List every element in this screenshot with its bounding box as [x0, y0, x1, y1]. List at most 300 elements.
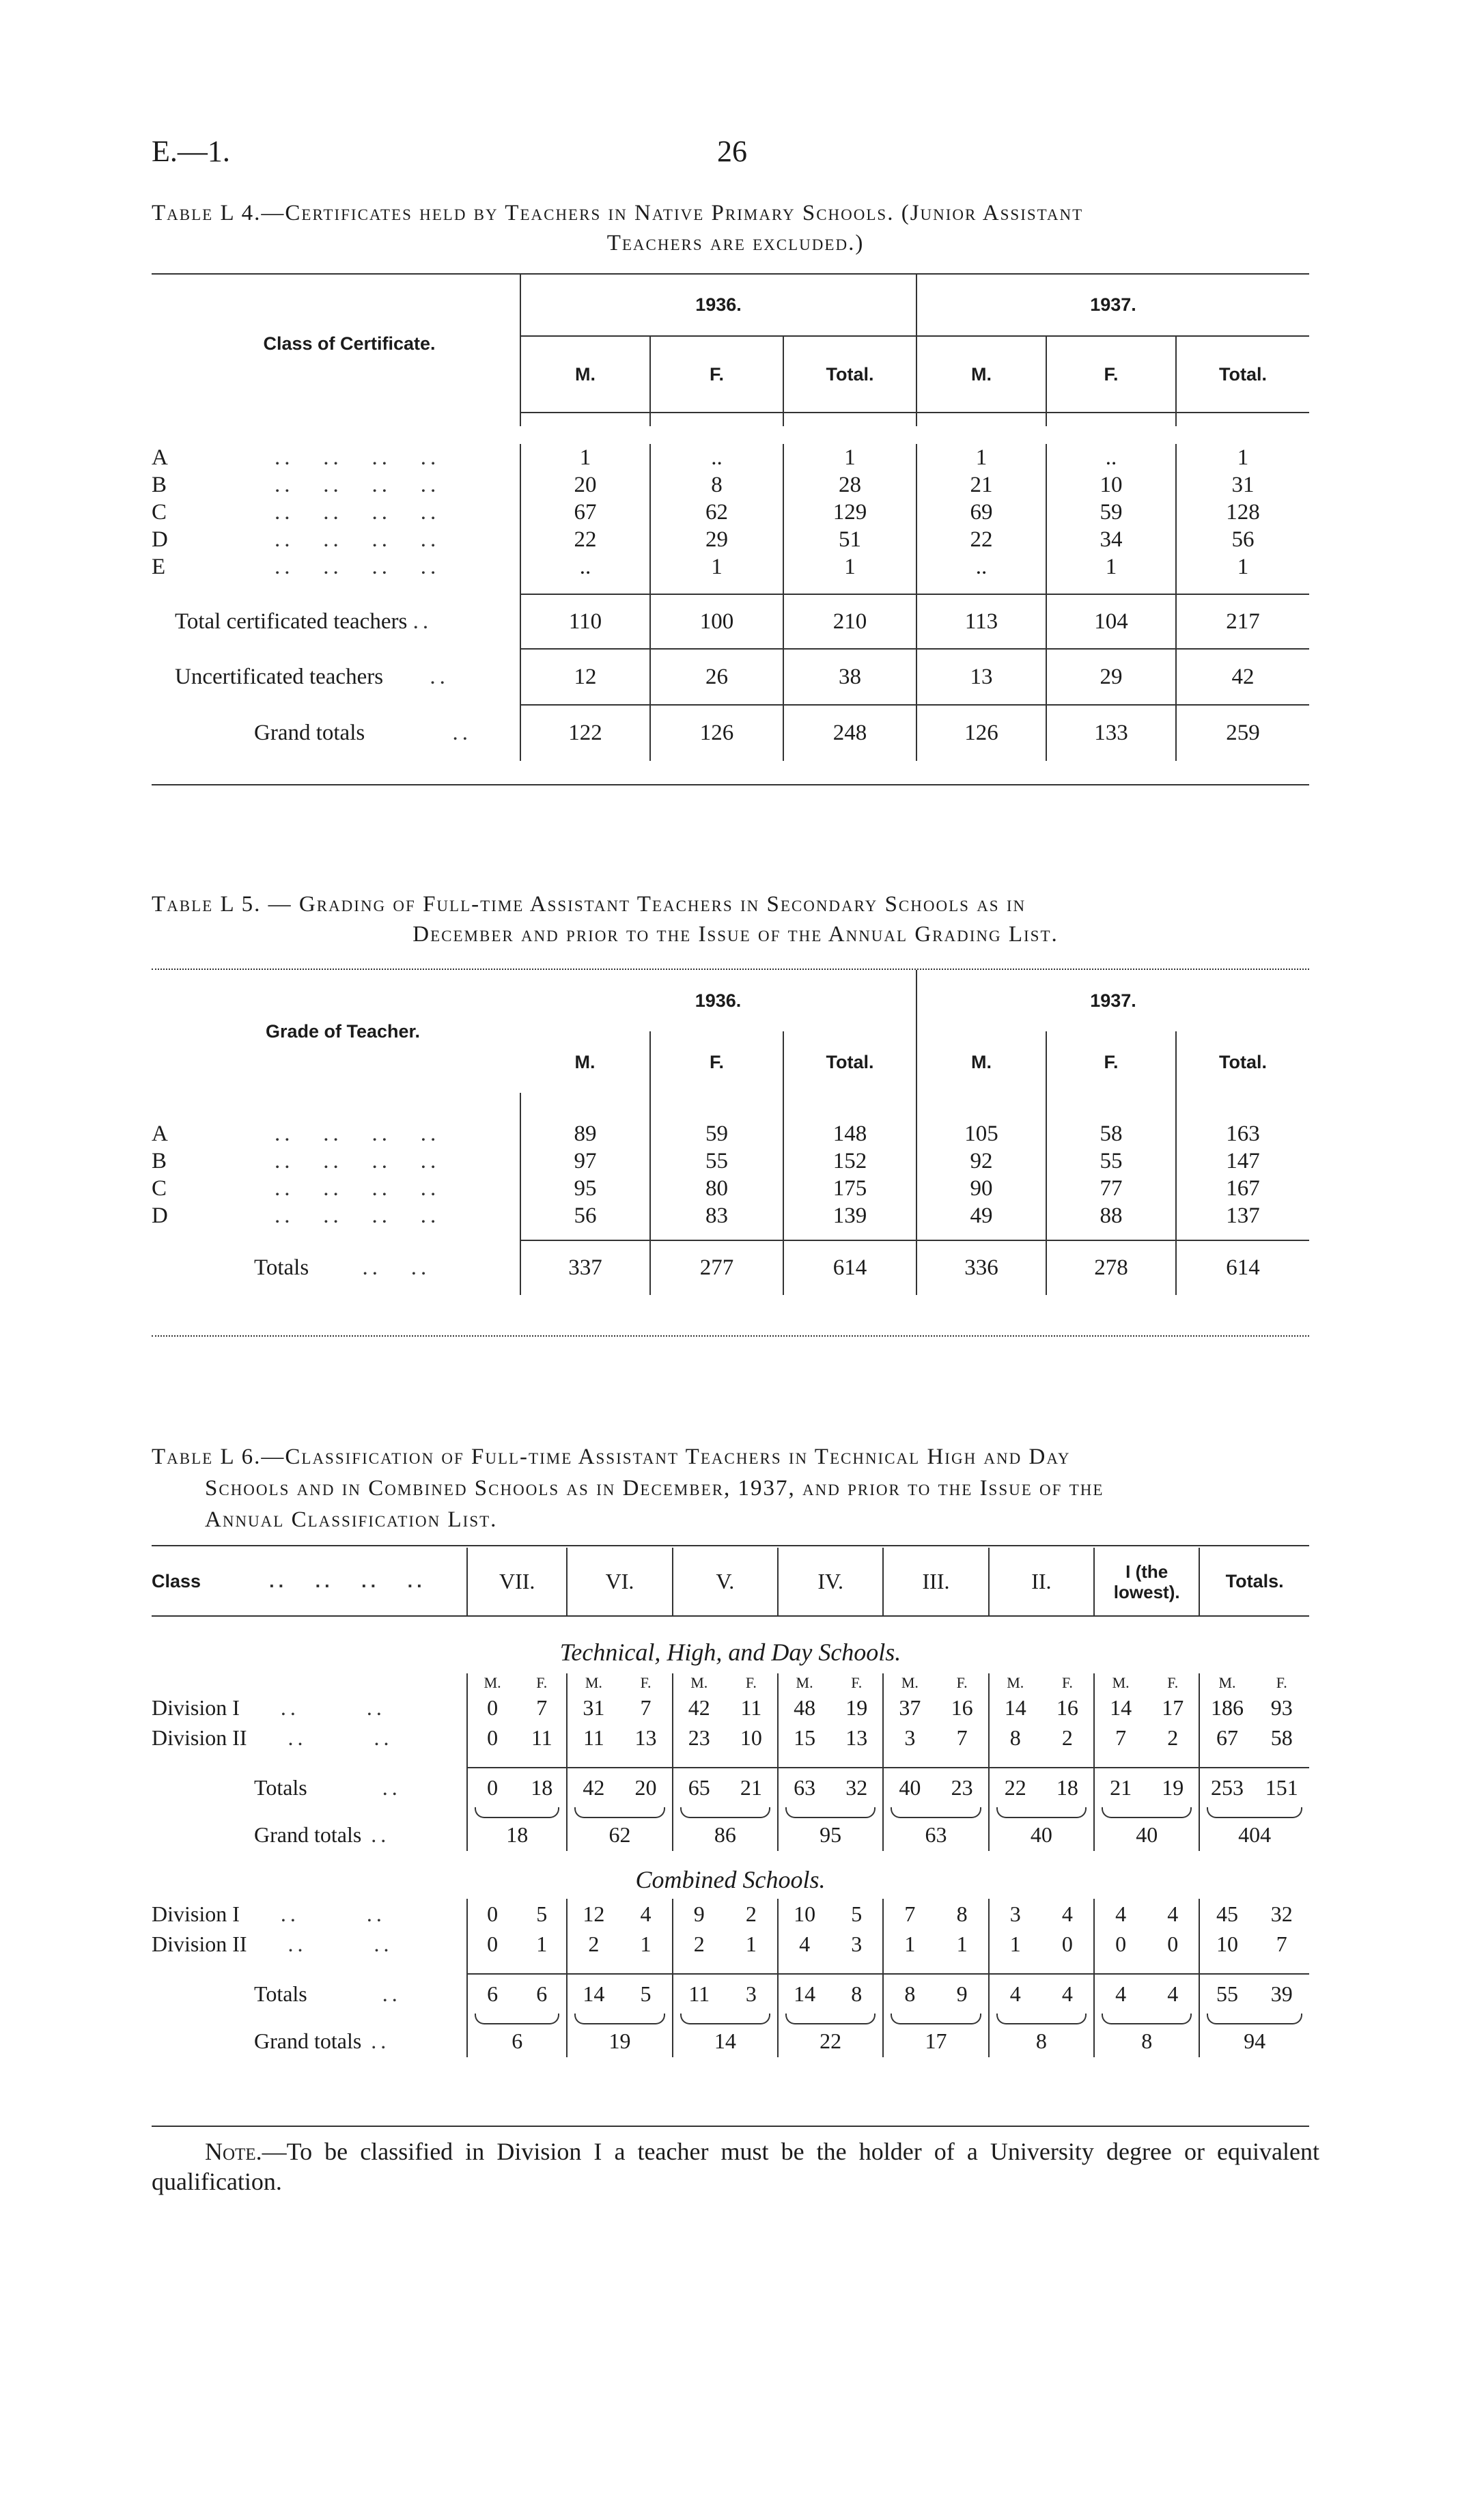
- cell: 31: [567, 1693, 619, 1723]
- cell: 45: [1199, 1899, 1254, 1929]
- cell: 19: [1147, 1768, 1199, 1807]
- cell: 110: [520, 594, 650, 649]
- cell: 5: [619, 1974, 672, 2014]
- row-label: Division II .. ..: [152, 1725, 393, 1750]
- row-label: B .. .. .. ..: [152, 472, 440, 497]
- cell: 9: [936, 1974, 989, 2014]
- cell: 1: [745, 1931, 757, 1956]
- cell: 29: [1046, 649, 1176, 705]
- row-label: Totals ..: [254, 1981, 402, 2006]
- cell: 8: [830, 1974, 883, 2014]
- cell: 6: [517, 1974, 567, 2014]
- grand-total-cell: 94: [1199, 2024, 1309, 2057]
- cell: 51: [783, 526, 916, 553]
- cell: 23: [936, 1768, 989, 1807]
- cell: 139: [783, 1202, 916, 1229]
- cell: 11: [740, 1695, 762, 1720]
- cell: 11: [673, 1974, 725, 2014]
- cell: 105: [916, 1120, 1046, 1147]
- cell: 93: [1270, 1695, 1293, 1720]
- cell: 21: [916, 471, 1046, 499]
- m-header: M.: [1199, 1673, 1254, 1693]
- cell: 29: [650, 526, 783, 553]
- f-header: F.: [956, 1674, 968, 1691]
- cell: 28: [783, 471, 916, 499]
- technical-schools-body: [152, 1693, 1309, 1851]
- cell: 1: [640, 1931, 652, 1956]
- cell: 88: [1046, 1202, 1176, 1229]
- cell: 13: [634, 1725, 657, 1750]
- table-l6-class-col: I (the lowest).: [1094, 1548, 1199, 1616]
- cell: 1: [536, 1931, 548, 1956]
- cell: 10: [778, 1899, 830, 1929]
- grand-total-cell: 8: [1094, 2024, 1199, 2057]
- brace-icon: [574, 1807, 664, 1818]
- cell: 2: [673, 1929, 725, 1959]
- cell: 90: [916, 1175, 1046, 1202]
- table-l4-year-1936: 1936.: [520, 275, 916, 336]
- m-header: M.: [989, 1673, 1041, 1693]
- f-header: F.: [640, 1674, 652, 1691]
- table-row: [152, 1175, 1309, 1202]
- page-number: 26: [717, 135, 747, 168]
- cell: 1: [520, 444, 650, 471]
- cell: 7: [536, 1695, 548, 1720]
- table-l6-note: [152, 2136, 1319, 2197]
- cell: 337: [520, 1240, 650, 1295]
- cell: 278: [1046, 1240, 1176, 1295]
- note-head: Note.: [205, 2138, 262, 2165]
- cell: 20: [520, 471, 650, 499]
- cell: 9: [673, 1899, 725, 1929]
- brace-icon: [785, 2014, 876, 2024]
- row-label: Grand totals ..: [254, 720, 472, 745]
- table-l6-class-col: III.: [883, 1548, 988, 1616]
- cell: 147: [1176, 1147, 1309, 1175]
- table-l6-top-rule: [152, 1545, 1309, 1546]
- cell: 0: [467, 1723, 517, 1753]
- brace-row: [152, 2014, 1309, 2024]
- table-l5-caption-line2: December and prior to the Issue of the Annual Grading List.: [412, 922, 1059, 947]
- table-l4-col-header: F.: [1046, 336, 1176, 413]
- cell: 34: [1046, 526, 1176, 553]
- cell: 26: [650, 649, 783, 705]
- row-label: Grand totals ..: [254, 2028, 391, 2053]
- cell: 62: [650, 499, 783, 526]
- cell: 167: [1176, 1175, 1309, 1202]
- cell: 1: [650, 553, 783, 581]
- mf-header-row: [152, 1673, 1309, 1693]
- grand-total-cell: 62: [567, 1818, 672, 1851]
- cell: 8: [883, 1974, 936, 2014]
- table-l5-stub-header: Grade of Teacher.: [265, 1020, 421, 1042]
- cell: 14: [1094, 1693, 1147, 1723]
- cell: 10: [1199, 1929, 1254, 1959]
- cell: 0: [467, 1768, 517, 1807]
- m-header: M.: [1094, 1673, 1147, 1693]
- f-header: F.: [745, 1674, 757, 1691]
- cell: 12: [567, 1899, 619, 1929]
- cell: 151: [1255, 1768, 1309, 1807]
- cell: 137: [1176, 1202, 1309, 1229]
- table-row-division-1: [152, 1693, 1309, 1723]
- grand-total-cell: 22: [778, 2024, 883, 2057]
- cell: 77: [1046, 1175, 1176, 1202]
- brace-row: [152, 1807, 1309, 1818]
- cell: 22: [520, 526, 650, 553]
- row-label: D .. .. .. ..: [152, 527, 440, 552]
- cell: 1: [783, 553, 916, 581]
- table-l5-col-header: Total.: [783, 1031, 916, 1093]
- cell: 6: [467, 1974, 517, 2014]
- table-l6-class-col: IV.: [778, 1548, 883, 1616]
- row-label: E .. .. .. ..: [152, 554, 440, 579]
- cell: 56: [1176, 526, 1309, 553]
- m-header: M.: [883, 1673, 936, 1693]
- cell: 277: [650, 1240, 783, 1295]
- table-l4-col-header: Total.: [1176, 336, 1309, 413]
- cell: 148: [783, 1120, 916, 1147]
- cell: 95: [520, 1175, 650, 1202]
- table-l6-class-col: V.: [673, 1548, 778, 1616]
- brace-icon: [475, 2014, 559, 2024]
- cell: 4: [1061, 1901, 1073, 1926]
- cell: 39: [1255, 1974, 1309, 2014]
- cell: 0: [1061, 1931, 1073, 1956]
- cell: 126: [916, 705, 1046, 761]
- cell: 18: [517, 1768, 567, 1807]
- brace-icon: [785, 1807, 876, 1818]
- cell: 8: [956, 1901, 968, 1926]
- cell: 4: [1167, 1901, 1179, 1926]
- cell: 11: [531, 1725, 552, 1750]
- cell: 5: [851, 1901, 863, 1926]
- cell: 22: [989, 1768, 1041, 1807]
- row-label: C .. .. .. ..: [152, 1175, 440, 1201]
- row-label: A .. .. .. ..: [152, 1121, 440, 1146]
- table-l6-class-col: VI.: [567, 1548, 672, 1616]
- table-l5-col-header: M.: [574, 1051, 596, 1072]
- cell: 37: [883, 1693, 936, 1723]
- cell: ..: [520, 553, 650, 581]
- row-label: A .. .. .. ..: [152, 445, 440, 470]
- cell: 17: [1162, 1695, 1184, 1720]
- cell: 259: [1176, 705, 1309, 761]
- table-l4-year-1937: 1937.: [916, 275, 1309, 336]
- table-row-division-2: [152, 1723, 1309, 1753]
- cell: 58: [1270, 1725, 1293, 1750]
- cell: 18: [1041, 1768, 1094, 1807]
- grand-total-cell: 40: [1094, 1818, 1199, 1851]
- table-row-totals: [152, 1768, 1309, 1807]
- cell: ..: [650, 444, 783, 471]
- grand-total-cell: 8: [989, 2024, 1094, 2057]
- table-row: [152, 444, 1309, 471]
- table-l6-class-col: II.: [989, 1548, 1094, 1616]
- table-l4-caption-line2: Teachers are excluded.): [606, 231, 865, 255]
- cell: 56: [520, 1202, 650, 1229]
- cell: 0: [467, 1693, 517, 1723]
- cell: 69: [916, 499, 1046, 526]
- cell: 89: [520, 1120, 650, 1147]
- section-title-combined: Combined Schools.: [635, 1866, 826, 1893]
- f-header: F.: [851, 1674, 863, 1691]
- cell: 5: [536, 1901, 548, 1926]
- table-l6-caption: [152, 1441, 1319, 1535]
- cell: 10: [740, 1725, 762, 1750]
- table-l4-caption-line1: Table L 4.—Certificates held by Teachers in Native Primary Schools. (Junior Assistant: [152, 201, 1084, 225]
- cell: 42: [673, 1693, 725, 1723]
- cell: 32: [1270, 1901, 1293, 1926]
- brace-icon: [574, 2014, 664, 2024]
- cell: 0: [1167, 1931, 1179, 1956]
- table-row-uncertificated: [152, 649, 1309, 705]
- cell: 13: [916, 649, 1046, 705]
- cell: 336: [916, 1240, 1046, 1295]
- grand-total-cell: 17: [883, 2024, 988, 2057]
- m-header: M.: [467, 1673, 517, 1693]
- table-row: [152, 1202, 1309, 1229]
- table-row-grand-totals: [152, 1818, 1309, 1851]
- grand-total-cell: 63: [883, 1818, 988, 1851]
- f-header: F.: [1167, 1674, 1179, 1691]
- cell: 0: [467, 1929, 517, 1959]
- cell: 13: [845, 1725, 868, 1750]
- brace-icon: [891, 2014, 981, 2024]
- cell: 2: [567, 1929, 619, 1959]
- cell: 614: [1176, 1240, 1309, 1295]
- brace-icon: [1102, 1807, 1192, 1818]
- grand-total-cell: 19: [567, 2024, 672, 2057]
- table-l4-col-header: F.: [650, 336, 783, 413]
- cell: 42: [1176, 649, 1309, 705]
- table-l5-col-header: F.: [650, 1031, 783, 1093]
- cell: 7: [1276, 1931, 1287, 1956]
- brace-icon: [680, 1807, 770, 1818]
- grand-total-cell: 6: [467, 2024, 567, 2057]
- cell: 97: [520, 1147, 650, 1175]
- table-l6-bottom-rule: [152, 2126, 1309, 2127]
- cell: 4: [1147, 1974, 1199, 2014]
- table-l6-caption-line3: Annual Classification List.: [205, 1507, 498, 1532]
- table-row-totals: [152, 1240, 1309, 1295]
- grand-total-cell: 95: [778, 1818, 883, 1851]
- cell: 31: [1176, 471, 1309, 499]
- cell: 217: [1176, 594, 1309, 649]
- cell: 7: [640, 1695, 652, 1720]
- m-header: M.: [567, 1673, 619, 1693]
- cell: 4: [778, 1929, 830, 1959]
- table-row-totals: [152, 1974, 1309, 2014]
- brace-icon: [1207, 1807, 1302, 1818]
- cell: 22: [916, 526, 1046, 553]
- cell: 152: [783, 1147, 916, 1175]
- row-label: Totals .. ..: [254, 1255, 431, 1280]
- cell: 175: [783, 1175, 916, 1202]
- brace-icon: [680, 2014, 770, 2024]
- m-header: M.: [673, 1673, 725, 1693]
- brace-icon: [475, 1807, 559, 1818]
- table-l6-caption-line1: Table L 6.—Classification of Full-time Assistant Teachers in Technical High and Day: [152, 1445, 1071, 1469]
- cell: 1: [783, 444, 916, 471]
- cell: 20: [619, 1768, 672, 1807]
- cell: 1: [883, 1929, 936, 1959]
- table-l4-bottom-rule: [152, 784, 1309, 785]
- cell: 113: [916, 594, 1046, 649]
- cell: 3: [851, 1931, 863, 1956]
- cell: 0: [467, 1899, 517, 1929]
- table-l5-year-1936: 1936.: [695, 990, 742, 1011]
- f-header: F.: [1061, 1674, 1073, 1691]
- grand-total-cell: 404: [1199, 1818, 1309, 1851]
- row-label: B .. .. .. ..: [152, 1148, 440, 1173]
- cell: 1: [989, 1929, 1041, 1959]
- table-l5-bottom-rule: [152, 1335, 1309, 1337]
- brace-icon: [891, 1807, 981, 1818]
- grand-total-cell: 40: [989, 1818, 1094, 1851]
- cell: 55: [1046, 1147, 1176, 1175]
- table-row-total-certificated: [152, 594, 1309, 649]
- brace-icon: [996, 1807, 1087, 1818]
- cell: 163: [1176, 1120, 1309, 1147]
- cell: ..: [1046, 444, 1176, 471]
- cell: 11: [567, 1723, 619, 1753]
- table-row: [152, 526, 1309, 553]
- cell: 129: [783, 499, 916, 526]
- table-row: [152, 1120, 1309, 1147]
- table-l4-col-header: Total.: [783, 336, 916, 413]
- table-row: [152, 499, 1309, 526]
- brace-icon: [1207, 2014, 1302, 2024]
- cell: 59: [650, 1120, 783, 1147]
- cell: 40: [883, 1768, 936, 1807]
- cell: 67: [520, 499, 650, 526]
- table-l4-body: [152, 444, 1309, 761]
- note-text: —To be classified in Division I a teacher must be the holder of a University degree or equivalent qualification.: [152, 2138, 1319, 2195]
- cell: 4: [1041, 1974, 1094, 2014]
- cell: 83: [650, 1202, 783, 1229]
- cell: 122: [520, 705, 650, 761]
- table-row: [152, 553, 1309, 581]
- cell: 248: [783, 705, 916, 761]
- cell: 3: [883, 1723, 936, 1753]
- cell: 63: [778, 1768, 830, 1807]
- table-l5-col-header: M.: [916, 1031, 1046, 1093]
- cell: 12: [520, 649, 650, 705]
- table-l5-caption: [152, 889, 1319, 949]
- f-header: F.: [1276, 1674, 1287, 1691]
- f-header: F.: [536, 1674, 548, 1691]
- cell: 42: [567, 1768, 619, 1807]
- cell: 14: [567, 1974, 619, 2014]
- table-l4-col-header: M.: [520, 336, 650, 413]
- cell: 65: [673, 1768, 725, 1807]
- cell: 38: [783, 649, 916, 705]
- cell: 2: [745, 1901, 757, 1926]
- cell: 55: [650, 1147, 783, 1175]
- cell: 186: [1199, 1693, 1254, 1723]
- grand-total-cell: 18: [467, 1818, 567, 1851]
- cell: 8: [989, 1723, 1041, 1753]
- table-l6-class-col: Totals.: [1199, 1548, 1309, 1616]
- cell: 4: [1094, 1899, 1147, 1929]
- cell: 32: [830, 1768, 883, 1807]
- cell: 7: [956, 1725, 968, 1750]
- cell: 4: [989, 1974, 1041, 2014]
- combined-schools-body: [152, 1899, 1309, 2057]
- cell: 614: [783, 1240, 916, 1295]
- cell: 1: [916, 444, 1046, 471]
- row-label: Division II .. ..: [152, 1931, 393, 1956]
- table-l6-class-col: VII.: [467, 1548, 567, 1616]
- cell: 4: [1094, 1974, 1147, 2014]
- grand-total-cell: 14: [673, 2024, 778, 2057]
- cell: 1: [1176, 444, 1309, 471]
- report-reference: E.—1.: [152, 135, 230, 168]
- table-l5-col-header: Total.: [1176, 1031, 1309, 1093]
- brace-icon: [996, 2014, 1087, 2024]
- row-label: Division I .. ..: [152, 1901, 386, 1926]
- cell: 49: [916, 1202, 1046, 1229]
- cell: 104: [1046, 594, 1176, 649]
- cell: 253: [1199, 1768, 1254, 1807]
- cell: 21: [725, 1768, 778, 1807]
- table-l6: [152, 1548, 1309, 2057]
- table-l4: [152, 275, 1309, 426]
- cell: 19: [845, 1695, 868, 1720]
- cell: 4: [640, 1901, 652, 1926]
- cell: 48: [778, 1693, 830, 1723]
- cell: 14: [989, 1693, 1041, 1723]
- table-l4-col-header: M.: [916, 336, 1046, 413]
- cell: 16: [951, 1695, 973, 1720]
- cell: 10: [1046, 471, 1176, 499]
- cell: 128: [1176, 499, 1309, 526]
- row-label: Totals ..: [254, 1774, 402, 1800]
- table-row-grand-totals: [152, 2024, 1309, 2057]
- cell: 67: [1199, 1723, 1254, 1753]
- cell: 7: [1094, 1723, 1147, 1753]
- row-label: Division I .. ..: [152, 1695, 386, 1720]
- cell: 1: [956, 1931, 968, 1956]
- table-l5-year-1937: 1937.: [916, 970, 1309, 1031]
- row-label: Uncertificated teachers ..: [175, 664, 449, 689]
- grand-total-cell: 86: [673, 1818, 778, 1851]
- cell: 3: [725, 1974, 778, 2014]
- cell: 210: [783, 594, 916, 649]
- table-l5: [152, 970, 1309, 1295]
- cell: 21: [1094, 1768, 1147, 1807]
- cell: 133: [1046, 705, 1176, 761]
- cell: 100: [650, 594, 783, 649]
- table-row-division-1: [152, 1899, 1309, 1929]
- table-l6-caption-line2: Schools and in Combined Schools as in December, 1937, and prior to the Issue of the: [205, 1476, 1104, 1501]
- table-row: [152, 471, 1309, 499]
- row-label: Total certificated teachers ..: [175, 609, 433, 634]
- table-row-grand-totals: [152, 705, 1309, 761]
- cell: 7: [883, 1899, 936, 1929]
- cell: 55: [1199, 1974, 1254, 2014]
- table-l4-stub-header: Class of Certificate.: [263, 333, 436, 354]
- section-title-technical: Technical, High, and Day Schools.: [559, 1638, 901, 1666]
- table-row: [152, 1147, 1309, 1175]
- row-label: C .. .. .. ..: [152, 499, 440, 525]
- m-header: M.: [778, 1673, 830, 1693]
- cell: 23: [673, 1723, 725, 1753]
- cell: 58: [1046, 1120, 1176, 1147]
- row-label: Grand totals ..: [254, 1822, 391, 1847]
- cell: 1: [1176, 553, 1309, 581]
